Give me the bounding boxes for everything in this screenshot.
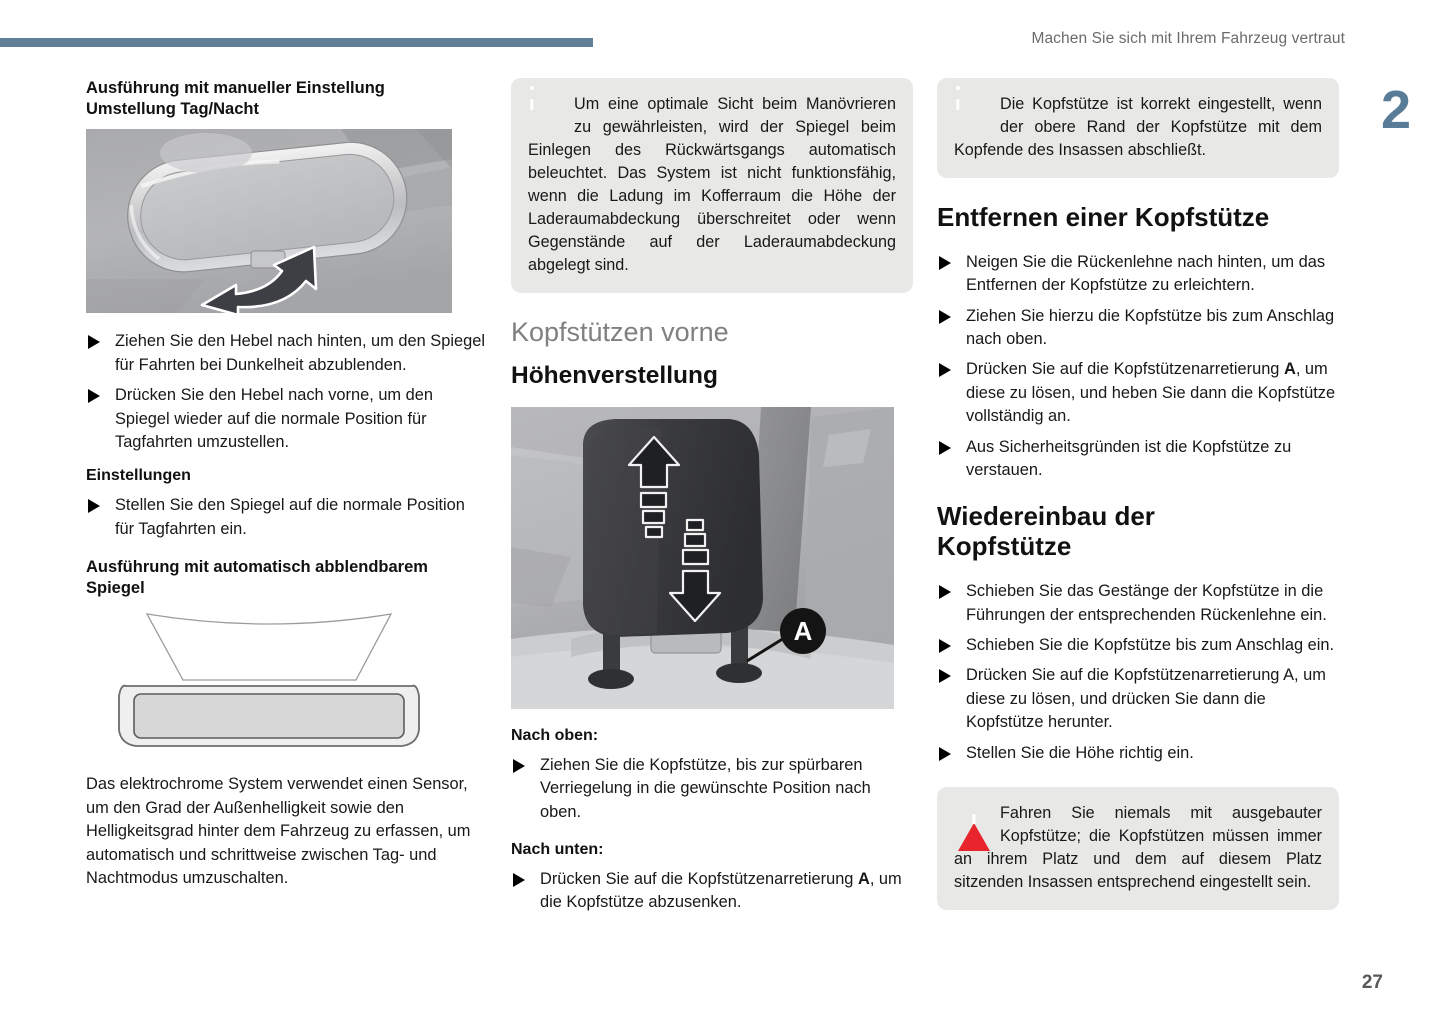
bullet-list-remove-headrest (937, 251, 1339, 483)
list-item-text: Ziehen Sie die Kopfstütze, bis zur spürbaren Verriegelung in die gewünschte Position nach oben. (540, 755, 871, 821)
page-columns (0, 78, 1445, 958)
triangle-bullet-icon (939, 585, 951, 599)
list-item (937, 664, 1339, 734)
heading-refit-line1: Wiedereinbau der (937, 500, 1155, 531)
list-item-text-before: Drücken Sie auf die Kopfstützenarretierung (966, 360, 1284, 379)
figure-headrest-height-adjustment (511, 407, 913, 709)
heading-refit-line2: Kopfstütze (937, 531, 1072, 562)
info-callout-headrest-position (937, 78, 1339, 178)
triangle-bullet-icon (513, 759, 525, 773)
list-item (937, 580, 1339, 627)
list-item-text: Stellen Sie den Spiegel auf die normale Position für Tagfahrten ein. (115, 496, 465, 538)
interior-mirror-illustration (86, 129, 452, 313)
list-item-text-after: , um die Kopfstütze abzusenken. (540, 869, 902, 912)
electrochromic-mirror-diagram (86, 608, 452, 756)
bullet-list-settings (86, 494, 488, 541)
triangle-bullet-icon (88, 499, 100, 513)
list-item-text: Drücken Sie auf die Kopfstützenarretierung A, um diese zu lösen, und drücken Sie dann die Kopfstütze herunter. (966, 666, 1326, 732)
heading-manual-version-line1: Ausführung mit manueller Einstellung (86, 79, 385, 97)
triangle-bullet-icon (939, 363, 951, 377)
info-callout-mirror-illumination (511, 78, 913, 293)
info-callout-text: Die Kopfstütze ist korrekt eingestellt, wenn der obere Rand der Kopfstütze mit dem Kopfende des Insassen abschließt. (954, 95, 1322, 159)
page-number: 27 (1361, 972, 1383, 993)
triangle-bullet-icon (939, 639, 951, 653)
list-item-text: Schieben Sie die Kopfstütze bis zum Anschlag ein. (966, 636, 1335, 654)
triangle-bullet-icon (939, 441, 951, 455)
list-item (511, 754, 913, 824)
info-icon (532, 94, 566, 124)
info-icon (958, 94, 992, 124)
bullet-list-headrest-up (511, 754, 913, 824)
label-nach-oben: Nach oben: (511, 726, 599, 744)
heading-auto-dimming-line2: Spiegel (86, 579, 145, 598)
heading-auto-dimming-line1: Ausführung mit automatisch abblendbarem (86, 558, 428, 577)
list-item-text: Schieben Sie das Gestänge der Kopfstütze in die Führungen der entsprechenden Rückenlehne ein. (966, 582, 1327, 624)
running-head: Machen Sie sich mit Ihrem Fahrzeug vertraut (1031, 30, 1345, 47)
figure-auto-dimming-mirror (86, 608, 488, 756)
list-item (937, 742, 1339, 765)
column-right (937, 78, 1339, 934)
warning-callout-text: Fahren Sie niemals mit ausgebauter Kopfstütze; die Kopfstützen müssen immer an ihrem Platz und dem auf diesem Platz sitzenden Insassen entsprechend eingestellt sein. (954, 804, 1322, 892)
list-item-text-before: Aus Sicherheitsgründen ist die Kopfstütze zu verstauen. (966, 437, 1292, 480)
list-item-text: Stellen Sie die Höhe richtig ein. (966, 743, 1194, 762)
paragraph-electrochromic-system: Das elektrochrome System verwendet einen Sensor, um den Grad der Außenhelligkeit sowie den Helligkeitsgrad hinter dem Fahrzeug zu erfassen, um automatisch und schrittweise zwischen Tag- und Nachtmodus umzuschalten. (86, 775, 471, 888)
list-item-text-after: , um diese zu lösen, und heben Sie dann die Kopfstütze vollständig an. (966, 360, 1336, 426)
list-item (937, 358, 1339, 428)
header-accent-rule (0, 38, 593, 47)
section-heading-kopfstuetzen-vorne: Kopfstützen vorne (511, 317, 729, 347)
list-item (86, 330, 488, 377)
triangle-bullet-icon (939, 669, 951, 683)
list-item (511, 868, 913, 915)
triangle-bullet-icon (939, 310, 951, 324)
triangle-bullet-icon (513, 873, 525, 887)
list-item-text-before: Ziehen Sie hierzu die Kopfstütze bis zum Anschlag nach oben. (966, 306, 1335, 349)
triangle-bullet-icon (939, 256, 951, 270)
list-item (937, 634, 1339, 657)
heading-auto-dimming-version (86, 557, 488, 599)
heading-manual-version-line2: Umstellung Tag/Nacht (86, 100, 259, 119)
headrest-photo-illustration (511, 407, 894, 709)
list-item (86, 384, 488, 454)
bullet-list-manual-mirror (86, 330, 488, 454)
list-item-text: Ziehen Sie den Hebel nach hinten, um den Spiegel für Fahrten bei Dunkelheit abzublenden. (115, 332, 485, 374)
list-item (937, 305, 1339, 352)
list-item (86, 494, 488, 541)
warning-callout-never-drive-without-headrest (937, 787, 1339, 910)
figure-interior-mirror-manual (86, 129, 488, 313)
figure-callout-label-a: A (793, 615, 813, 646)
component-ref-a: A (1283, 360, 1296, 379)
list-item-text: Drücken Sie den Hebel nach vorne, um den Spiegel wieder auf die normale Position für Tagfahrten umzustellen. (115, 386, 433, 452)
chapter-number: 2 (1380, 80, 1411, 140)
list-item (937, 251, 1339, 298)
info-callout-text: Um eine optimale Sicht beim Manövrieren zu gewährleisten, wird der Spiegel beim Einlegen des Rückwärtsgangs automatisch beleuchtet. Das System ist nicht funktionsfähig, wenn die Ladung im Kofferraum die Höhe der Laderaumabdeckung überschreitet oder wenn Gegenstände auf der Laderaumabdeckung abgelegt sind. (528, 95, 896, 274)
column-middle (511, 78, 913, 927)
triangle-bullet-icon (88, 335, 100, 349)
warning-icon (958, 803, 992, 833)
column-left (86, 78, 488, 905)
list-item (937, 436, 1339, 483)
component-ref-a: A (857, 869, 870, 888)
section-heading-entfernen-kopfstuetze: Entfernen einer Kopfstütze (937, 202, 1270, 232)
triangle-bullet-icon (88, 389, 100, 403)
subheading-einstellungen: Einstellungen (86, 467, 191, 485)
label-nach-unten: Nach unten: (511, 841, 604, 859)
subsection-heading-hoehenverstellung: Höhenverstellung (511, 362, 718, 390)
section-heading-wiedereinbau-kopfstuetze (937, 501, 1339, 562)
bullet-list-refit-headrest (937, 580, 1339, 765)
list-item-text-before: Drücken Sie auf die Kopfstützenarretierung (540, 869, 858, 888)
bullet-list-headrest-down (511, 868, 913, 915)
heading-manual-version (86, 78, 488, 120)
triangle-bullet-icon (939, 747, 951, 761)
list-item-text-before: Neigen Sie die Rückenlehne nach hinten, um das Entfernen der Kopfstütze zu erleichtern. (966, 252, 1326, 295)
